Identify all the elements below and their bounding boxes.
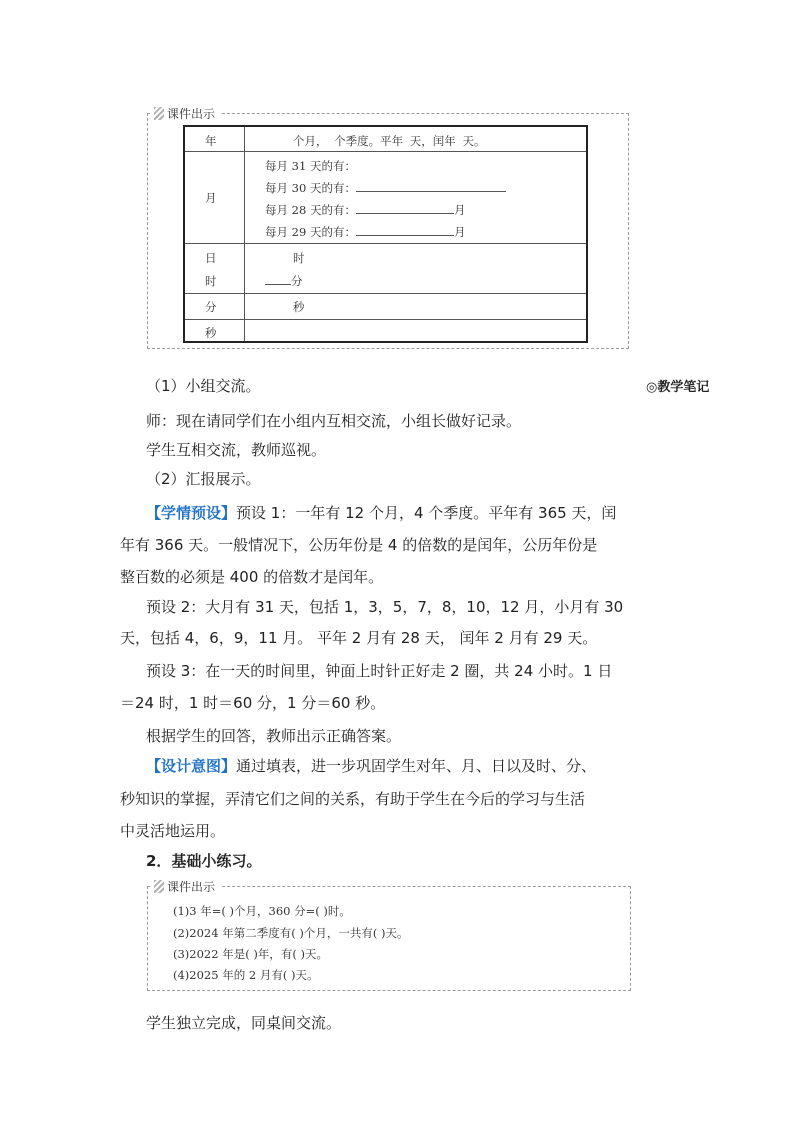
row-label-month: 月 [205, 191, 217, 205]
preset-tag: 【学情预设】 [146, 504, 237, 522]
section-heading: 2．基础小练习。 [146, 852, 262, 870]
exercise-item: (1)3 年=( )个月，360 分=( )时。 [173, 904, 351, 918]
paragraph-preset-2: 预设 2：大月有 31 天，包括 1，3，5，7，8，10，12 月，小月有 30 [146, 598, 624, 616]
year-row-text: 个月， 个季度。平年 天，闰年 天。 [293, 134, 486, 148]
answer-blank [265, 284, 291, 285]
row-label-second: 秒 [205, 326, 217, 340]
paragraph-teacher: 师：现在请同学们在小组内互相交流，小组长做好记录。 [146, 412, 522, 430]
paragraph-line: 年有 366 天。一般情况下，公历年份是 4 的倍数的是闰年，公历年份是 [120, 536, 598, 554]
table-divider [185, 319, 586, 320]
paragraph-report: （2）汇报展示。 [146, 470, 261, 488]
minute-row-text: 秒 [293, 300, 305, 314]
paragraph-design-intent [146, 756, 596, 776]
answer-blank [356, 191, 506, 192]
month-29-row [265, 224, 465, 240]
exercise-item: (4)2025 年的 2 月有( )天。 [173, 968, 319, 982]
design-intent-tag: 【设计意图】 [146, 757, 237, 775]
month-suffix: 月 [453, 225, 466, 239]
row-label-year: 年 [205, 134, 217, 148]
preset-1-line: 预设 1：一年有 12 个月，4 个季度。平年有 365 天，闰 [236, 504, 617, 522]
row-label-day: 日 [205, 251, 217, 265]
month-suffix: 月 [453, 203, 466, 217]
hour-row-text [265, 273, 303, 289]
paragraph-line: 天，包括 4，6，9，11 月。 平年 2 月有 28 天， 闰年 2 月有 29 天。 [120, 629, 598, 647]
month-28-row [265, 202, 465, 218]
paragraph-preset-3: 预设 3：在一天的时间里，钟面上时针正好走 2 圈，共 24 小时。1 日 [146, 662, 613, 680]
exercise-item: (3)2022 年是( )年，有( )天。 [173, 947, 328, 961]
paragraph-line: 整百数的必须是 400 的倍数才是闰年。 [120, 568, 384, 586]
month-31-label: 每月 31 天的有： [265, 159, 356, 173]
month-30-row [265, 180, 506, 196]
paragraph-line: 秒知识的掌握，弄清它们之间的关系，有助于学生在今后的学习与生活 [120, 790, 586, 808]
month-31-row [265, 158, 356, 174]
tag-marker-icon [154, 880, 164, 893]
paragraph-line: 中灵活地运用。 [120, 822, 226, 840]
month-29-label: 每月 29 天的有： [265, 225, 356, 239]
courseware-tag-label: 课件出示 [167, 880, 216, 894]
exercise-item: (2)2024 年第二季度有( )个月，一共有( )天。 [173, 926, 409, 940]
paragraph-preset-1 [146, 503, 616, 523]
hour-unit: 分 [291, 274, 303, 288]
table-divider [185, 293, 586, 294]
paragraph-answer: 根据学生的回答，教师出示正确答案。 [146, 727, 402, 745]
table-divider [244, 127, 245, 341]
paragraph-independent: 学生独立完成，同桌间交流。 [146, 1014, 342, 1032]
design-intent-line: 通过填表，进一步巩固学生对年、月、日以及时、分、 [236, 757, 597, 775]
teaching-notes-label: ◎教学笔记 [646, 380, 710, 395]
answer-blank [356, 213, 454, 214]
courseware-tag-label: 课件出示 [167, 107, 216, 121]
day-row-text: 时 [293, 251, 305, 265]
month-30-label: 每月 30 天的有： [265, 181, 356, 195]
paragraph-line: ＝24 时，1 时＝60 分，1 分＝60 秒。 [120, 694, 386, 712]
month-28-label: 每月 28 天的有： [265, 203, 356, 217]
courseware-tag [152, 105, 221, 122]
paragraph-students: 学生互相交流，教师巡视。 [146, 441, 327, 459]
table-divider [185, 151, 586, 152]
paragraph-group-exchange: （1）小组交流。 [146, 377, 261, 395]
time-units-table [183, 125, 588, 343]
tag-marker-icon [154, 107, 164, 120]
row-label-minute: 分 [205, 300, 217, 314]
table-divider [185, 243, 586, 244]
answer-blank [356, 235, 454, 236]
courseware-tag [152, 878, 221, 895]
row-label-hour: 时 [205, 274, 217, 288]
